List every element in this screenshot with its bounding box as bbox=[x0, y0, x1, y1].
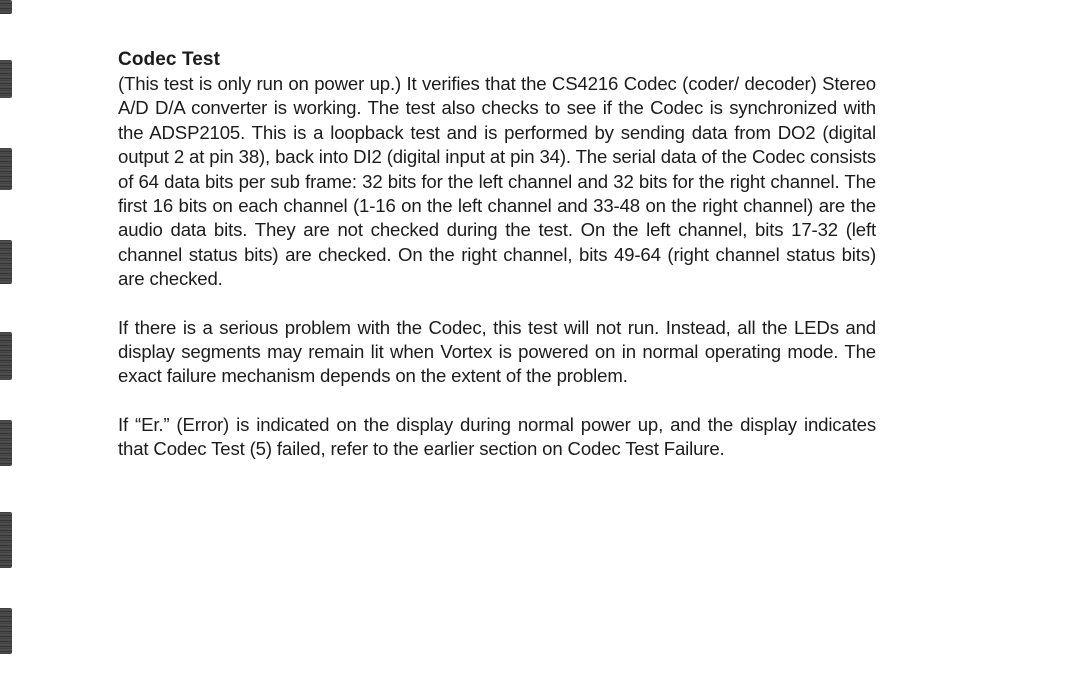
paragraph-error-indication: If “Er.” (Error) is indicated on the display during normal power up, and the display indicates that Codec Test (5) failed, refer to the earlier section on Codec Test Failure. bbox=[118, 413, 876, 460]
paragraph-serious-problem: If there is a serious problem with the Codec, this test will not run. Instead, all the LEDs and display segments may remain lit when Vortex is powered on in normal operating mode. The exact failure mechanism depends on the extent of the problem. bbox=[118, 316, 876, 387]
paragraph-test-description: (This test is only run on power up.) It verifies that the CS4216 Codec (coder/ decoder) Stereo A/D D/A converter is working. The test also checks to see if the Codec is synchronized with the ADSP2105. This is a loopback test and is performed by sending data from DO2 (digital output 2 at pin 38), back into DI2 (digital input at pin 34). The serial data of the Codec consists of 64 data bits per sub frame: 32 bits for the left channel and 32 bits for the right channel. The first 16 bits on each channel (1-16 on the left channel and 33-48 on the right channel) are the audio data bits. They are not checked during the test. On the left channel, bits 17-32 (left channel status bits) are checked. On the right channel, bits 49-64 (right channel status bits) are checked. bbox=[118, 73, 876, 290]
binding-hole bbox=[0, 512, 12, 568]
binding-hole bbox=[0, 608, 12, 654]
binding-hole bbox=[0, 240, 12, 284]
binding-hole bbox=[0, 148, 12, 190]
binding-hole bbox=[0, 60, 12, 98]
section-heading: Codec Test bbox=[118, 49, 221, 70]
binding-edge bbox=[0, 0, 14, 673]
binding-hole bbox=[0, 0, 12, 14]
binding-hole bbox=[0, 332, 12, 380]
document-page bbox=[118, 48, 876, 462]
binding-hole bbox=[0, 420, 12, 466]
